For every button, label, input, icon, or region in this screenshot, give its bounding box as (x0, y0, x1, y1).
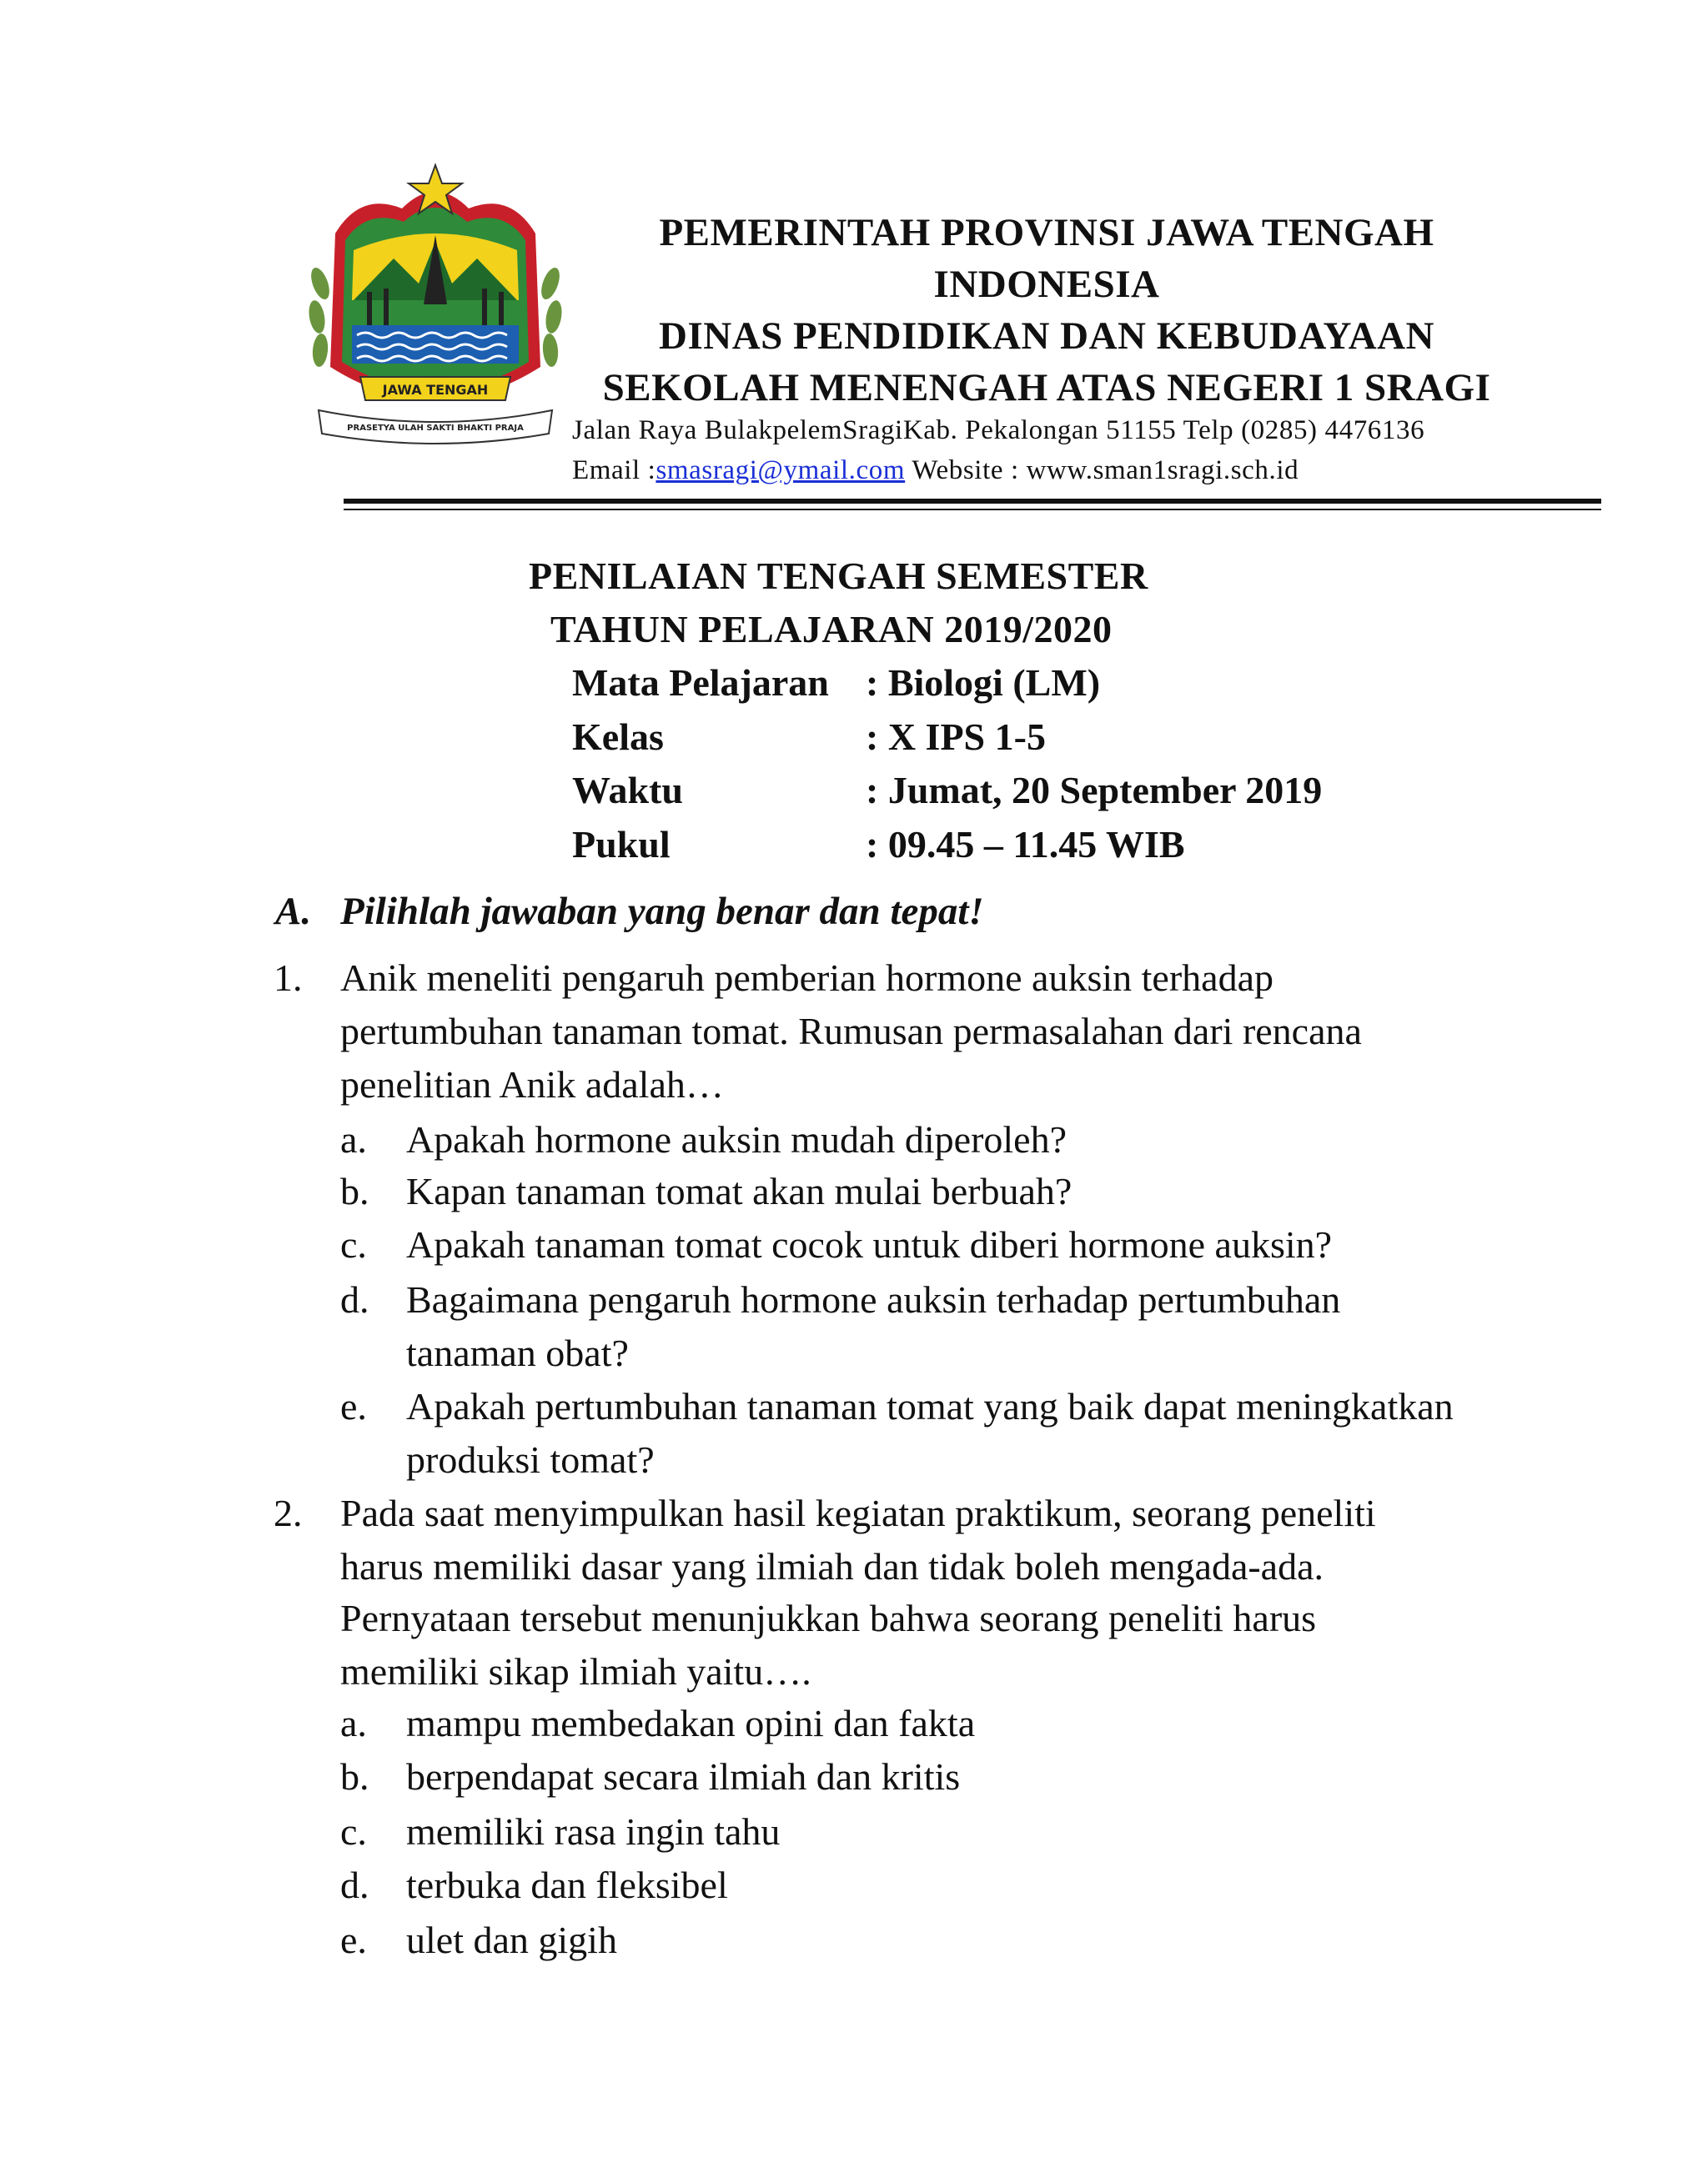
option-text: Apakah pertumbuhan tanaman tomat yang baik dapat meningkatkan (406, 1385, 1454, 1428)
section-instruction: Pilihlah jawaban yang benar dan tepat! (340, 890, 984, 933)
option-letter: b. (340, 1755, 369, 1798)
jawa-tengah-coat-of-arms-icon (302, 158, 569, 450)
website-label: Website : (905, 455, 1027, 485)
option-letter: e. (340, 1919, 367, 1961)
option-letter: e. (340, 1385, 367, 1428)
exam-year: TAHUN PELAJARAN 2019/2020 (550, 608, 1113, 650)
question-text-line: penelitian Anik adalah… (340, 1063, 724, 1106)
question-text-line: Anik meneliti pengaruh pemberian hormone auksin terhadap (340, 956, 1273, 999)
letterhead-divider-thin (344, 509, 1601, 510)
option-letter: d. (340, 1864, 369, 1906)
meta-value: : Jumat, 20 September 2019 (866, 769, 1323, 811)
option-text: Apakah tanaman tomat cocok untuk diberi hormone auksin? (406, 1223, 1333, 1266)
option-text: ulet dan gigih (406, 1919, 617, 1961)
meta-label: Mata Pelajaran (572, 661, 829, 704)
meta-label: Pukul (572, 823, 671, 866)
option-text: Kapan tanaman tomat akan mulai berbuah? (406, 1170, 1073, 1212)
question-number: 1. (274, 956, 303, 999)
school-address: Jalan Raya BulakpelemSragiKab. Pekalongan 51155 Telp (0285) 4476136 (572, 415, 1425, 445)
option-text: Apakah hormone auksin mudah diperoleh? (406, 1118, 1067, 1161)
meta-value: : Biologi (LM) (866, 661, 1101, 704)
option-text: produksi tomat? (406, 1438, 655, 1481)
meta-value: : X IPS 1-5 (866, 715, 1046, 758)
question-text-line: Pada saat menyimpulkan hasil kegiatan praktikum, seorang peneliti (340, 1492, 1376, 1534)
option-letter: a. (340, 1702, 367, 1744)
option-letter: b. (340, 1170, 369, 1212)
letterhead-line: SEKOLAH MENENGAH ATAS NEGERI 1 SRAGI (602, 366, 1491, 409)
letterhead-line: INDONESIA (933, 263, 1160, 306)
option-letter: a. (340, 1118, 367, 1161)
school-contact (572, 455, 1299, 486)
letterhead-line: PEMERINTAH PROVINSI JAWA TENGAH (659, 211, 1434, 254)
option-text: Bagaimana pengaruh hormone auksin terhadap pertumbuhan (406, 1278, 1341, 1321)
website-text: www.sman1sragi.sch.id (1026, 455, 1299, 485)
option-letter: d. (340, 1278, 369, 1321)
option-text: tanaman obat? (406, 1332, 629, 1374)
option-text: mampu membedakan opini dan fakta (406, 1702, 976, 1744)
meta-label: Waktu (572, 769, 683, 811)
letterhead-line: DINAS PENDIDIKAN DAN KEBUDAYAAN (659, 314, 1434, 358)
logo-motto-text: PRASETYA ULAH SAKTI BHAKTI PRAJA (347, 424, 524, 433)
logo-banner-text: JAWA TENGAH (382, 382, 489, 398)
email-label: Email : (572, 455, 656, 485)
question-text-line: memiliki sikap ilmiah yaitu…. (340, 1650, 811, 1693)
section-letter: A. (275, 890, 312, 933)
meta-value: : 09.45 – 11.45 WIB (866, 823, 1185, 866)
question-text-line: pertumbuhan tanaman tomat. Rumusan permasalahan dari rencana (340, 1010, 1362, 1052)
letterhead-divider-thick (344, 499, 1601, 504)
option-letter: c. (340, 1810, 367, 1853)
question-text-line: Pernyataan tersebut menunjukkan bahwa seorang peneliti harus (340, 1597, 1317, 1639)
option-text: berpendapat secara ilmiah dan kritis (406, 1755, 961, 1798)
email-link[interactable]: smasragi@ymail.com (656, 455, 906, 485)
option-letter: c. (340, 1223, 367, 1266)
question-number: 2. (274, 1492, 303, 1534)
option-text: memiliki rasa ingin tahu (406, 1810, 781, 1853)
meta-label: Kelas (572, 715, 664, 758)
question-text-line: harus memiliki dasar yang ilmiah dan tidak boleh mengada-ada. (340, 1545, 1324, 1588)
option-text: terbuka dan fleksibel (406, 1864, 728, 1906)
exam-title: PENILAIAN TENGAH SEMESTER (529, 555, 1148, 597)
letterhead-title-block (575, 207, 1518, 414)
